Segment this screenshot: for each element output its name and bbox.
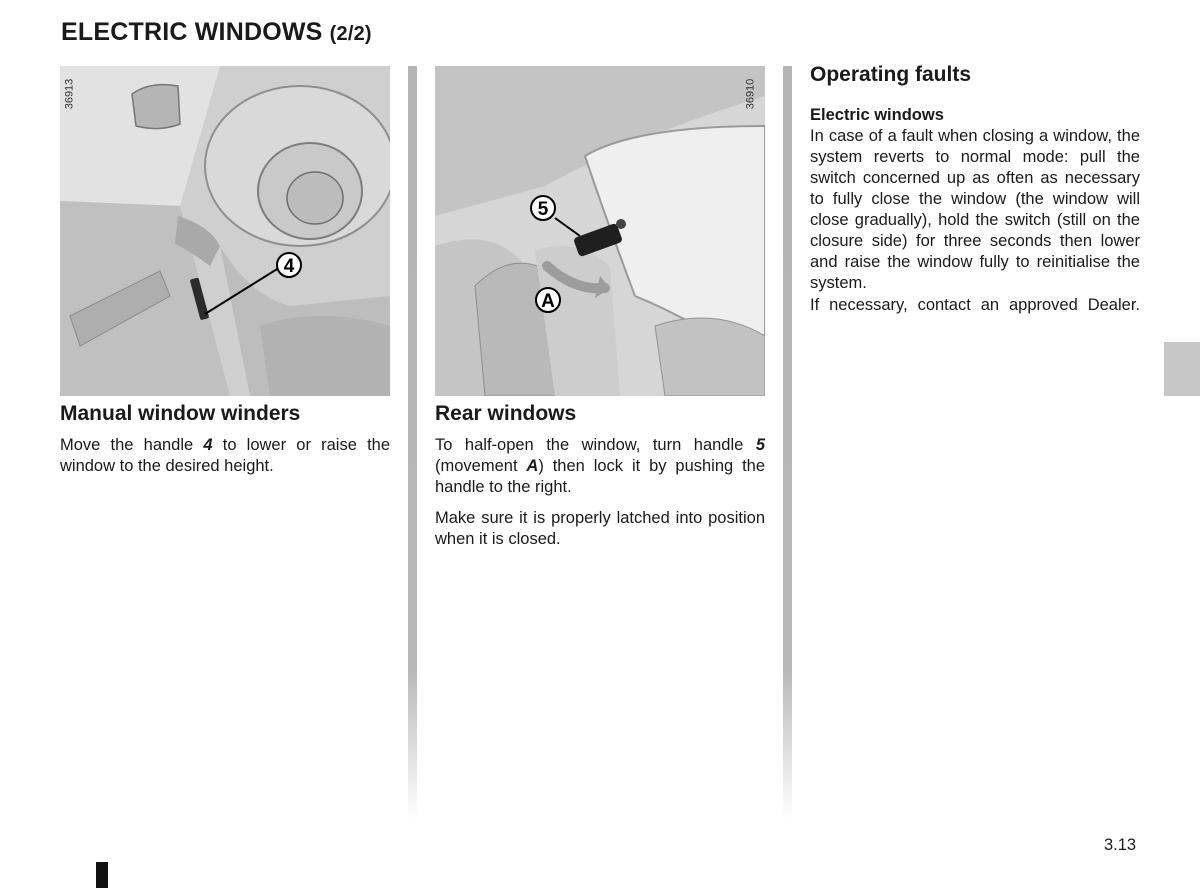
text-rear-windows-2: Make sure it is properly latched into position when it is closed.: [435, 509, 765, 548]
callout-5: 5: [537, 199, 549, 220]
page-number: 3.13: [1104, 836, 1137, 854]
text-rear-windows-1: [435, 435, 765, 498]
ref-movement-a: A: [526, 457, 539, 475]
heading-rear-windows: Rear windows: [435, 402, 577, 425]
page-title-part: (2/2): [329, 23, 372, 45]
page-title: [61, 18, 372, 47]
figure-rear-window: [435, 66, 765, 396]
figure-manual-winder: [60, 66, 390, 396]
heading-operating-faults: Operating faults: [810, 63, 972, 86]
text-manual-winders: [60, 435, 390, 477]
ref-handle-5: 5: [755, 436, 765, 454]
text-segment: ) then lock it by pushing the handle to the right.: [435, 457, 766, 496]
text-segment: To half-open the window, turn handle: [435, 436, 756, 454]
text-contact-dealer: If necessary, contact an approved Dealer.: [810, 296, 1140, 314]
text-segment: Move the handle: [60, 436, 204, 454]
ref-handle-4: 4: [203, 436, 213, 454]
page-title-text: ELECTRIC WINDOWS: [61, 18, 323, 46]
text-operating-faults: In case of a fault when closing a window, the system reverts to normal mode: pull the switch concerned up as often as necessary to fully close the window (the window will close gradually), hold the switch (still on the closure side) for three seconds then lower and raise the window fully to reinitialise the system.: [810, 127, 1140, 292]
column-divider-left: [408, 66, 417, 820]
figure-code-left: 36913: [63, 78, 76, 110]
text-segment: (movement: [435, 457, 527, 475]
text-segment: to lower or raise the window to the desired height.: [60, 436, 391, 475]
corner-mark: [96, 862, 108, 888]
figure-code-middle: 36910: [744, 78, 757, 110]
callout-4: 4: [283, 256, 295, 277]
subheading-electric-windows: Electric windows: [810, 106, 944, 124]
heading-manual-window-winders: Manual window winders: [60, 402, 301, 425]
callout-a: A: [541, 291, 555, 312]
column-divider-right: [783, 66, 792, 820]
section-tab: [1164, 342, 1200, 396]
